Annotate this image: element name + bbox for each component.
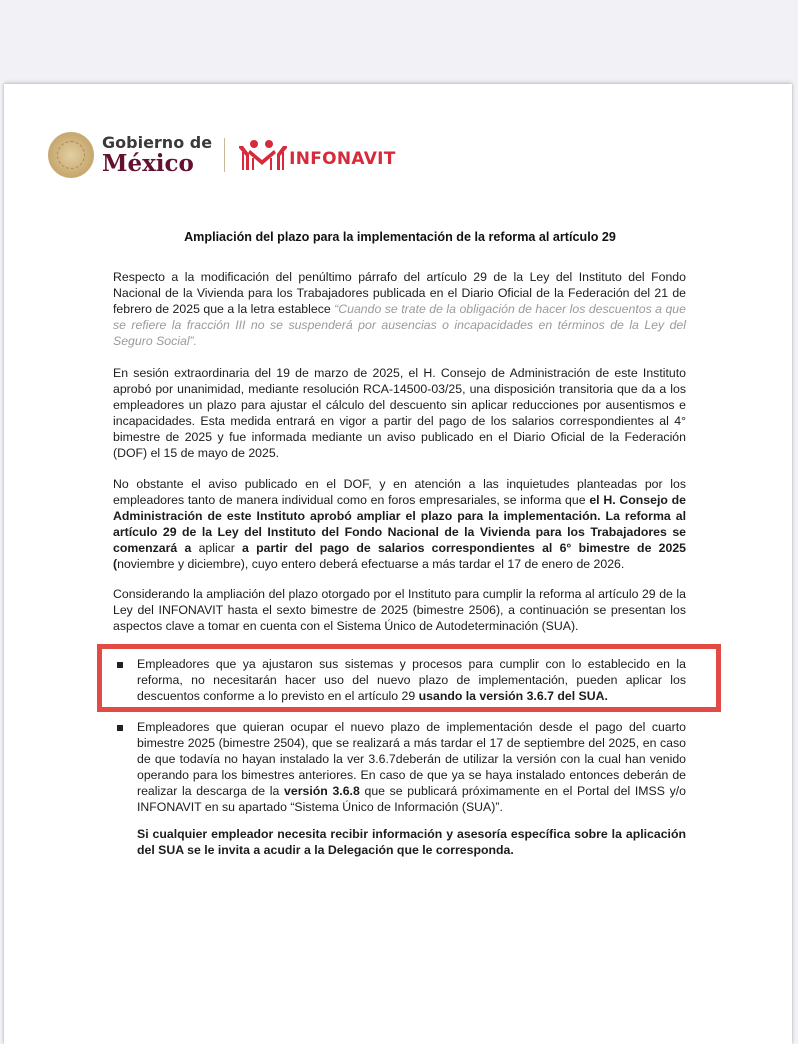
bullet-2-text-2: que se publicará próximamente en el Portal del IMSS y/o INFONAVIT en su apartado “Sistema Único de Información (SUA)”. bbox=[137, 784, 687, 815]
bullet-1-text: Empleadores que ya ajustaron sus sistemas y procesos para cumplir con lo establecido en la reforma, no necesitarán hacer uso del nuevo plazo de implementación, pueden aplicar los descuentos conforme a lo previsto en el artículo 29 bbox=[137, 657, 686, 704]
mexico-seal-icon bbox=[48, 132, 94, 178]
gobierno-line1: Gobierno de bbox=[102, 133, 213, 152]
paragraph-3 bbox=[113, 476, 686, 573]
closing-note: Si cualquier empleador necesita recibir información y asesoría específica sobre la aplicación del SUA se le invita a acudir a la Delegación que le corresponda. bbox=[137, 827, 686, 858]
paragraph-3-text-2: aplicar bbox=[198, 541, 243, 556]
law-quote-end: . bbox=[193, 334, 198, 349]
paragraph-2: En sesión extraordinaria del 19 de marzo de 2025, el H. Consejo de Administración de este Instituto aprobó por unanimidad, mediante resolución RCA-14500-03/25, una disposición transitoria que da a los empleadores un plazo para ajustar el cálculo del descuento sin aplicar reducciones por ausentismos e incapacidades. Esta medida entrará en vigor a partir del pago de los salarios correspondientes al 4° bimestre de 2025 y fue informada mediante un aviso publicado en el Diario Oficial de la Federación (DOF) el 15 de mayo de 2025. bbox=[113, 366, 686, 461]
bullet-2-text-1: Empleadores que quieran ocupar el nuevo plazo de implementación desde el pago del cuarto bimestre 2025 (bimestre 2504), que se realizará a más tardar el 17 de septiembre del 2025, en caso de que todavía no hayan instalado la ver 3.6.7deberán de utilizar la versión con la cual han venido operando para los bimestres anteriores. En caso de que ya se haya instalado entonces deberán de realizar la descarga de la bbox=[137, 720, 686, 799]
gobierno-line2: México bbox=[102, 150, 194, 177]
header-logos bbox=[48, 130, 396, 180]
paragraph-3-text-3: noviembre y diciembre), cuyo entero deberá efectuarse a más tardar el 17 de enero de 2026. bbox=[117, 557, 625, 572]
bullet-item-2 bbox=[137, 719, 686, 816]
infonavit-logo bbox=[239, 140, 396, 170]
paragraph-1 bbox=[113, 269, 686, 349]
infonavit-wordmark: INFONAVIT bbox=[289, 149, 396, 169]
paragraph-3-bold-1: el H. Consejo de Administración de este Instituto aprobó ampliar el plazo para la implementación. La reforma al artículo 29 de la Ley del Instituto del Fondo Nacional de la Vivienda para los Trabajadores se comenzará a bbox=[113, 493, 686, 556]
paragraph-3-text-1: No obstante el aviso publicado en el DOF, y en atención a las inquietudes planteadas por los empleadores tanto de manera individual como en foros empresariales, se informa que bbox=[113, 477, 686, 508]
bullet-icon bbox=[117, 725, 123, 731]
bullet-1-bold: usando la versión 3.6.7 del SUA. bbox=[418, 689, 608, 704]
bullet-icon bbox=[117, 662, 123, 668]
bullet-2-bold: versión 3.6.8 bbox=[284, 784, 360, 799]
document-title: Ampliación del plazo para la implementación de la reforma al artículo 29 bbox=[184, 230, 616, 244]
infonavit-houses-icon bbox=[239, 140, 287, 170]
paragraph-1-text: Respecto a la modificación del penúltimo párrafo del artículo 29 de la Ley del Instituto del Fondo Nacional de la Vivienda para los Trabajadores publicada en el Diario Oficial de la Federación del 21 de febrero de 2025 que a la letra establece bbox=[113, 270, 686, 317]
gobierno-de-mexico-logo bbox=[102, 135, 212, 175]
paragraph-4: Considerando la ampliación del plazo otorgado por el Instituto para cumplir la reforma al artículo 29 de la Ley del INFONAVIT hasta el sexto bimestre de 2025 (bimestre 2506), a continuación se presentan los aspectos clave a tomar en cuenta con el Sistema Único de Autodeterminación (SUA). bbox=[113, 587, 686, 634]
logo-divider bbox=[224, 138, 225, 172]
law-quote: “Cuando se trate de la obligación de hacer los descuentos a que se refiere la fracción III no se suspenderá por ausencias o incapacidades en términos de la Ley del Seguro Social” bbox=[113, 302, 686, 349]
paragraph-3-bold-2: a partir del pago de salarios correspondientes al 6° bimestre de 2025 ( bbox=[113, 541, 686, 572]
bullet-item-1 bbox=[137, 656, 686, 704]
